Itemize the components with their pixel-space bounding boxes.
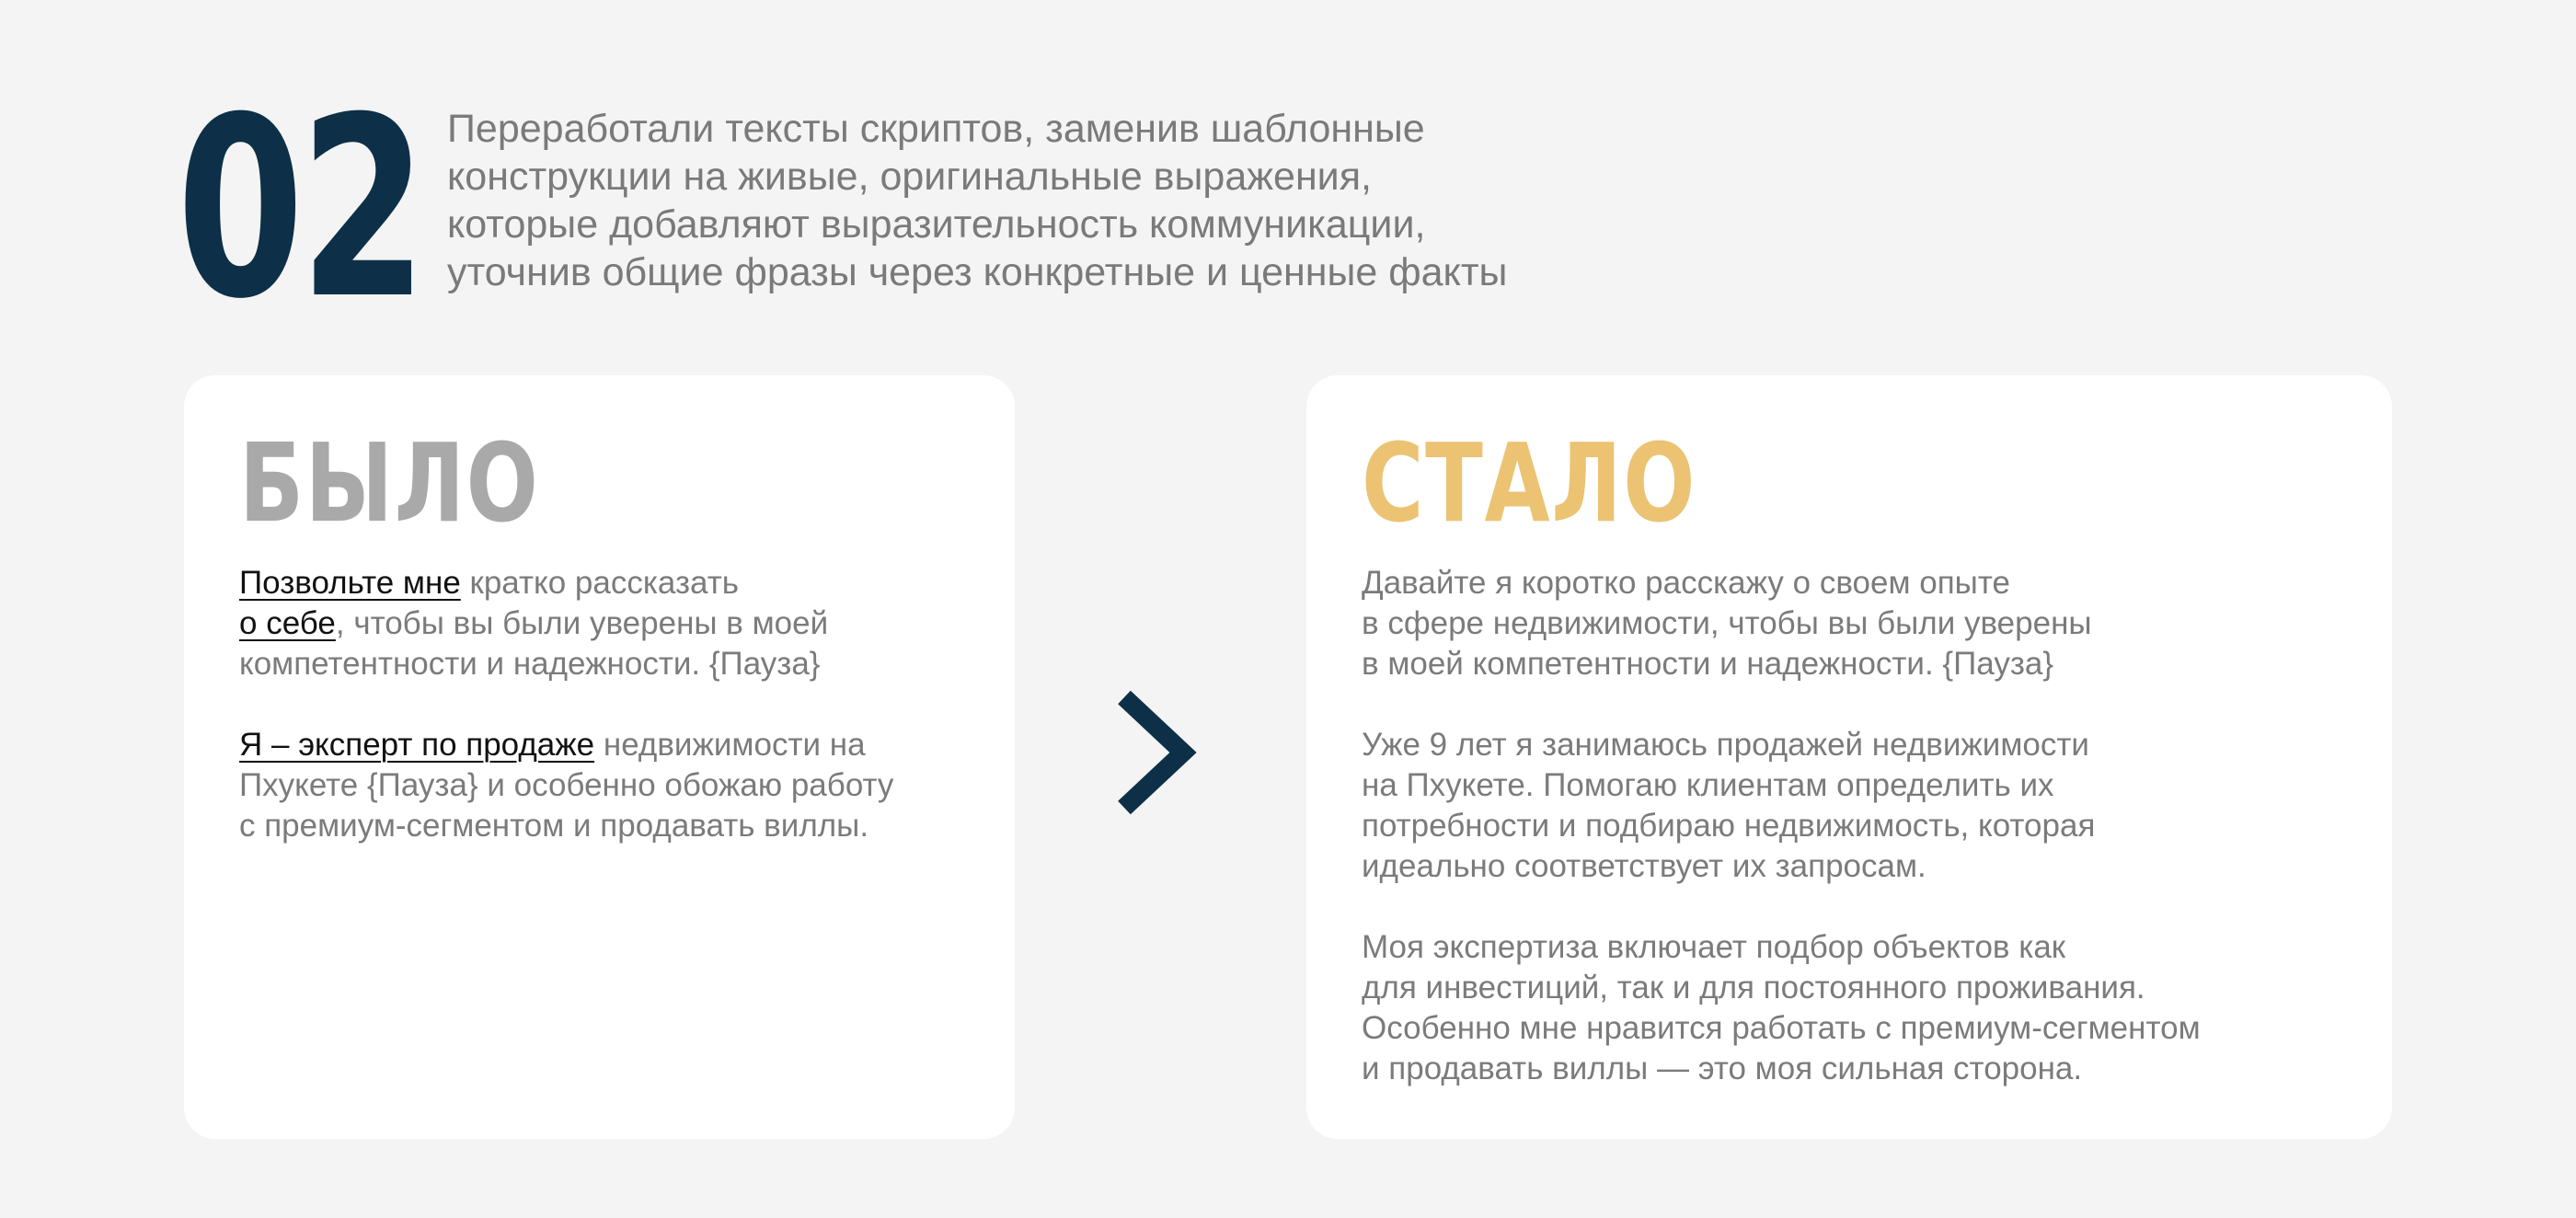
text-fragment: кратко рассказать bbox=[460, 565, 739, 601]
after-title: СТАЛО bbox=[1362, 419, 1697, 546]
chevron-right-icon bbox=[1115, 688, 1198, 817]
intro-text bbox=[447, 105, 1735, 296]
text-line: в моей компетентности и надежности. {Пауза} bbox=[1362, 646, 2054, 682]
text-fragment: недвижимости на bbox=[594, 727, 866, 763]
text-line: с премиум-сегментом и продавать виллы. bbox=[239, 808, 869, 844]
text-line: идеально соответствует их запросам. bbox=[1362, 848, 1926, 884]
text-line bbox=[239, 603, 987, 644]
before-text bbox=[239, 563, 987, 846]
text-line: в сфере недвижимости, чтобы вы были уверены bbox=[1362, 605, 2092, 641]
text-line: компетентности и надежности. {Пауза} bbox=[239, 646, 821, 682]
highlighted-phrase: Позвольте мне bbox=[239, 565, 461, 601]
text-line bbox=[239, 725, 987, 765]
intro-line: которые добавляют выразительность коммуникации, bbox=[447, 202, 1426, 247]
before-card bbox=[184, 375, 1015, 1139]
text-line: потребности и подбираю недвижимость, которая bbox=[1362, 808, 2096, 844]
text-line: и продавать виллы — это моя сильная сторона. bbox=[1362, 1051, 2083, 1086]
after-text bbox=[1362, 563, 2364, 1089]
paragraph-gap bbox=[1362, 887, 2364, 927]
text-line bbox=[239, 563, 987, 603]
paragraph-gap bbox=[239, 684, 987, 725]
intro-line: Переработали тексты скриптов, заменив шаблонные bbox=[447, 107, 1425, 151]
text-line: Особенно мне нравится работать с премиум-сегментом bbox=[1362, 1010, 2201, 1046]
text-line: для инвестиций, так и для постоянного проживания. bbox=[1362, 970, 2145, 1005]
intro-line: уточнив общие фразы через конкретные и ценные факты bbox=[447, 250, 1508, 294]
text-line: на Пхукете. Помогаю клиентам определить их bbox=[1362, 767, 2054, 803]
text-line: Моя экспертиза включает подбор объектов как bbox=[1362, 929, 2066, 965]
text-line: Давайте я коротко расскажу о своем опыте bbox=[1362, 565, 2010, 601]
intro-line: конструкции на живые, оригинальные выражения, bbox=[447, 155, 1372, 199]
highlighted-phrase: о себе bbox=[239, 605, 336, 641]
text-line: Пхукете {Пауза} и особенно обожаю работу bbox=[239, 767, 894, 803]
text-line: Уже 9 лет я занимаюсь продажей недвижимости bbox=[1362, 727, 2089, 763]
highlighted-phrase: Я – эксперт по продаже bbox=[239, 727, 595, 763]
after-card bbox=[1306, 375, 2392, 1139]
before-title: БЫЛО bbox=[239, 419, 540, 546]
paragraph-gap bbox=[1362, 684, 2364, 725]
text-fragment: , чтобы вы были уверены в моей bbox=[335, 605, 829, 641]
step-number: 02 bbox=[177, 63, 423, 353]
